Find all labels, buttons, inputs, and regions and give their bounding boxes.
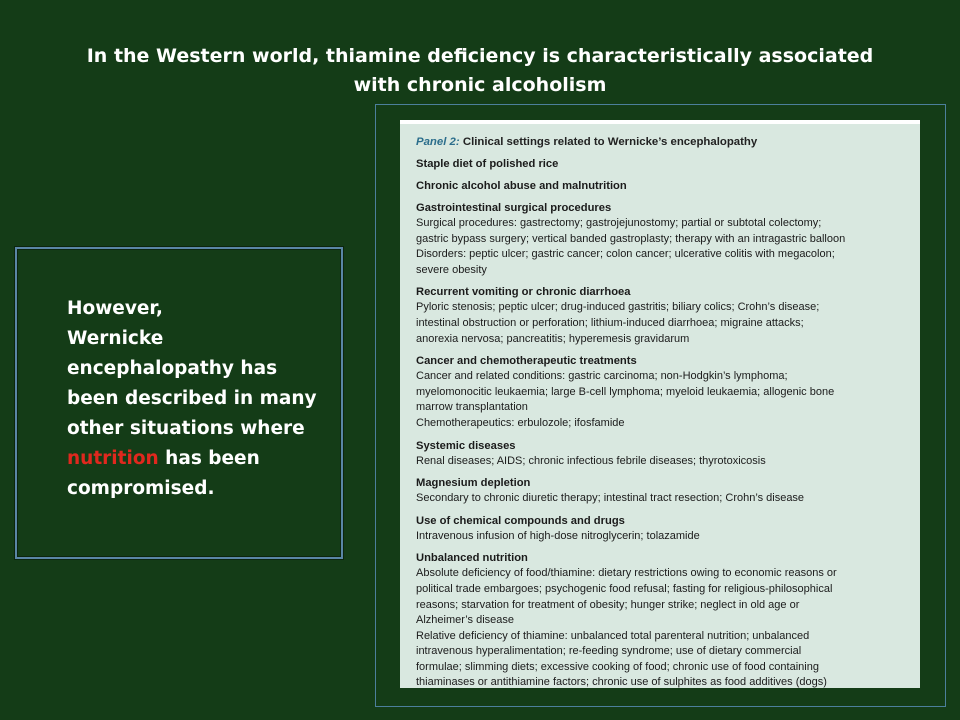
panel-section <box>416 513 910 545</box>
panel-section <box>416 550 910 688</box>
section-heading: Gastrointestinal surgical procedures <box>416 202 612 214</box>
section-heading: Magnesium depletion <box>416 477 531 490</box>
section-heading: Systemic diseases <box>416 439 516 452</box>
section-line: Renal diseases; AIDS; chronic infectious febrile diseases; thyrotoxicosis <box>416 454 766 467</box>
section-line: political trade embargoes; psychogenic food refusal; fasting for religious-philosophical <box>416 582 833 595</box>
text-line: However, <box>67 298 163 319</box>
section-line: Intravenous infusion of high-dose nitroglycerin; tolazamide <box>416 529 700 542</box>
section-line: intestinal obstruction or perforation; lithium-induced diarrhoea; migraine attacks; <box>416 316 804 329</box>
section-line: gastric bypass surgery; vertical banded gastroplasty; therapy with an intragastric balloon <box>416 232 846 245</box>
text-line: Wernicke <box>67 328 164 349</box>
section-line: intravenous hyperalimentation; re-feeding syndrome; use of dietary commercial <box>416 645 802 658</box>
panel-label: Panel 2: <box>416 136 460 148</box>
section-heading: Cancer and chemotherapeutic treatments <box>416 355 637 368</box>
text-line: other situations where <box>67 418 305 439</box>
section-line: thiaminases or antithiamine factors; chronic use of sulphites as food additives (dogs) <box>416 676 827 688</box>
clinical-settings-panel <box>400 120 920 688</box>
section-heading: Unbalanced nutrition <box>416 552 528 565</box>
panel-section <box>416 200 910 278</box>
section-line: formulae; slimming diets; excessive cooking of food; chronic use of food containing <box>416 660 819 673</box>
text-line: encephalopathy has <box>67 358 278 379</box>
text-line: been described in many <box>67 388 317 409</box>
section-line: myelomonocitic leukaemia; large B-cell lymphoma; myeloid leukaemia; allogenic bone <box>416 385 835 398</box>
text-box-content <box>67 294 337 504</box>
section-line: Absolute deficiency of food/thiamine: dietary restrictions owing to economic reasons or <box>416 567 837 580</box>
section-line: anorexia nervosa; pancreatitis; hyperemesis gravidarum <box>416 332 690 345</box>
section-line: Surgical procedures: gastrectomy; gastrojejunostomy; partial or subtotal colectomy; <box>416 217 822 229</box>
section-line: marrow transplantation <box>416 401 528 414</box>
section-heading: Recurrent vomiting or chronic diarrhoea <box>416 286 631 299</box>
text-line-rest: has been <box>158 448 260 469</box>
text-line: compromised. <box>67 478 215 499</box>
panel-section <box>416 475 910 507</box>
section-heading: Use of chemical compounds and drugs <box>416 514 625 527</box>
section-heading: Chronic alcohol abuse and malnutrition <box>416 180 627 192</box>
text-box <box>15 247 343 559</box>
section-line: Alzheimer’s disease <box>416 614 515 627</box>
panel-title <box>416 134 910 150</box>
slide-title-line-1: In the Western world, thiamine deficiency is characteristically associated <box>86 45 874 67</box>
section-line: Disorders: peptic ulcer; gastric cancer; colon cancer; ulcerative colitis with megacolon; <box>416 248 835 261</box>
slide-title-line-2: with chronic alcoholism <box>353 74 607 96</box>
section-line: severe obesity <box>416 263 487 276</box>
panel-section <box>416 353 910 431</box>
panel-title-text: Clinical settings related to Wernicke’s encephalopathy <box>459 136 758 148</box>
section-line: reasons; starvation for treatment of obesity; hunger strike; neglect in old age or <box>416 598 800 611</box>
panel-sections <box>416 156 910 688</box>
text-line <box>67 444 337 474</box>
panel-section <box>416 438 910 470</box>
panel-section <box>416 156 910 172</box>
section-line: Chemotherapeutics: erbulozole; ifosfamide <box>416 416 625 429</box>
panel-section <box>416 178 910 194</box>
panel-section <box>416 284 910 347</box>
section-heading: Staple diet of polished rice <box>416 158 559 170</box>
section-line: Cancer and related conditions: gastric carcinoma; non-Hodgkin’s lymphoma; <box>416 370 788 383</box>
slide-title <box>40 42 920 100</box>
section-line: Secondary to chronic diuretic therapy; intestinal tract resection; Crohn’s disease <box>416 492 805 505</box>
section-line: Relative deficiency of thiamine: unbalanced total parenteral nutrition; unbalanced <box>416 629 810 642</box>
highlight-nutrition: nutrition <box>67 448 159 469</box>
section-line: Pyloric stenosis; peptic ulcer; drug-induced gastritis; biliary colics; Crohn’s disease; <box>416 301 820 314</box>
